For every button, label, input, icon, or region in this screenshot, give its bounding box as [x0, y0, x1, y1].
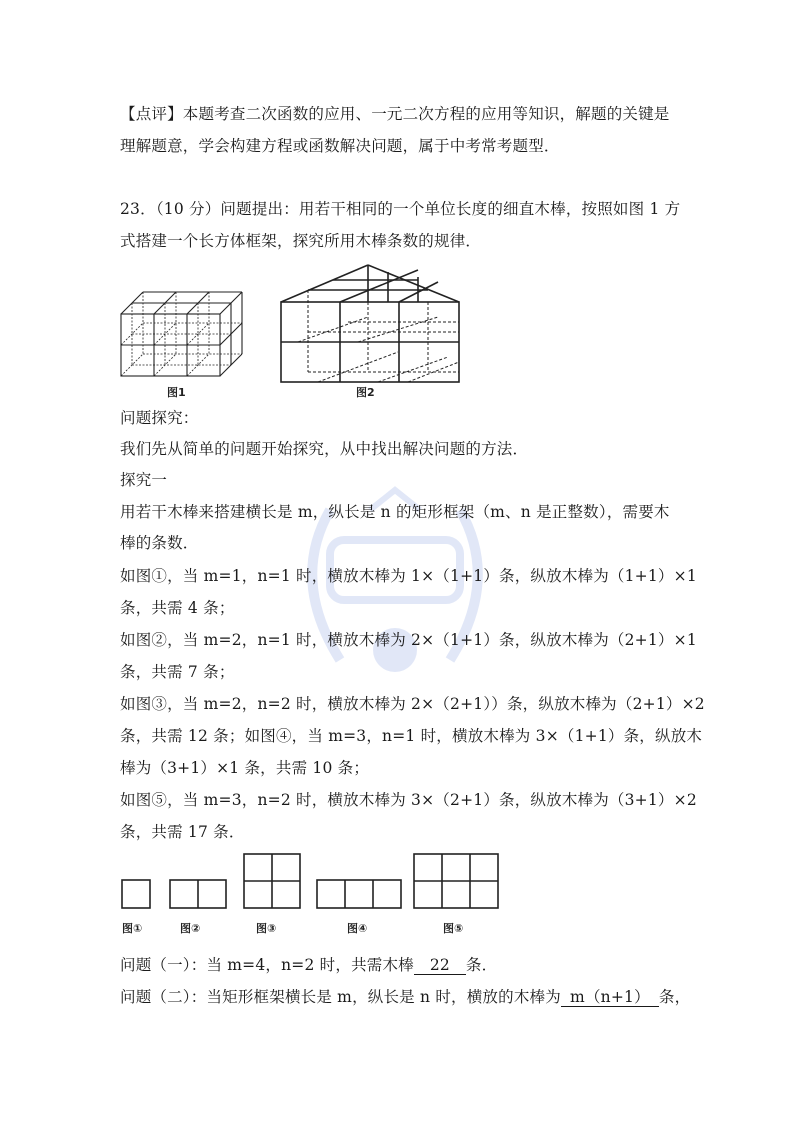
question-one	[120, 955, 690, 975]
text-line: 用若干木棒来搭建横长是 m，纵长是 n 的矩形框架（m、n 是正整数），需要木	[120, 503, 670, 521]
figure-1-cuboid-lattice	[118, 290, 248, 380]
text-line: 棒为（3+1）×1 条，共需 10 条；	[120, 759, 370, 777]
answer-blank-two: m（n+1）	[561, 988, 659, 1007]
figure-caption-2: 图②	[180, 922, 201, 935]
question-two-prefix: 问题（二）：当矩形框架横长是 m，纵长是 n 时，横放的木棒为	[120, 988, 561, 1006]
text-line: 如图⑤，当 m=3，n=2 时，横放木棒为 3×（2+1）条，纵放木棒为（3+1）×2	[120, 791, 697, 809]
text-line: 如图①，当 m=1，n=1 时，横放木棒为 1×（1+1）条，纵放木棒为（1+1）×1	[120, 567, 697, 585]
text-line: 条，共需 17 条．	[120, 823, 245, 841]
question-one-prefix: 问题（一）：当 m=4，n=2 时，共需木棒	[120, 956, 414, 974]
question-heading: 23．（10 分）问题提出：用若干相同的一个单位长度的细直木棒，按照如图 1 方	[120, 200, 681, 218]
figure-1-caption: 图1	[167, 386, 186, 399]
text-line: 条，共需 4 条；	[120, 599, 235, 617]
figure-caption-1: 图①	[122, 922, 143, 935]
text-line: 我们先从简单的问题开始探究，从中找出解决问题的方法．	[120, 440, 529, 458]
text-line: 条，共需 7 条；	[120, 663, 235, 681]
text-line: 条，共需 12 条；如图④，当 m=3，n=1 时，横放木棒为 3×（1+1）条，纵放木	[120, 727, 703, 745]
question-one-suffix: 条．	[465, 956, 498, 974]
section-heading: 探究一	[120, 471, 168, 489]
question-two	[120, 987, 690, 1007]
rect-frames-figure	[120, 852, 520, 912]
figure-2-caption: 图2	[356, 386, 375, 399]
text-line: 【点评】本题考查二次函数的应用、一元二次方程的应用等知识，解题的关键是	[120, 105, 670, 123]
figure-caption-3: 图③	[256, 922, 277, 935]
figure-2-stepped-lattice	[278, 262, 463, 384]
text-line: 棒的条数．	[120, 534, 199, 552]
question-two-suffix: 条，	[658, 988, 691, 1006]
text-line: 如图③，当 m=2，n=2 时，横放木棒为 2×（2+1））条，纵放木棒为（2+1）×2	[120, 695, 705, 713]
text-line: 问题探究：	[120, 409, 199, 427]
answer-blank-one: 22	[414, 956, 466, 975]
text-line: 如图②，当 m=2，n=1 时，横放木棒为 2×（1+1）条，纵放木棒为（2+1）×1	[120, 631, 697, 649]
text-line: 式搭建一个长方体框架，探究所用木棒条数的规律．	[120, 232, 482, 250]
text-line: 理解题意，学会构建方程或函数解决问题，属于中考常考题型．	[120, 137, 560, 155]
figure-caption-4: 图④	[347, 922, 368, 935]
figure-caption-5: 图⑤	[443, 922, 464, 935]
